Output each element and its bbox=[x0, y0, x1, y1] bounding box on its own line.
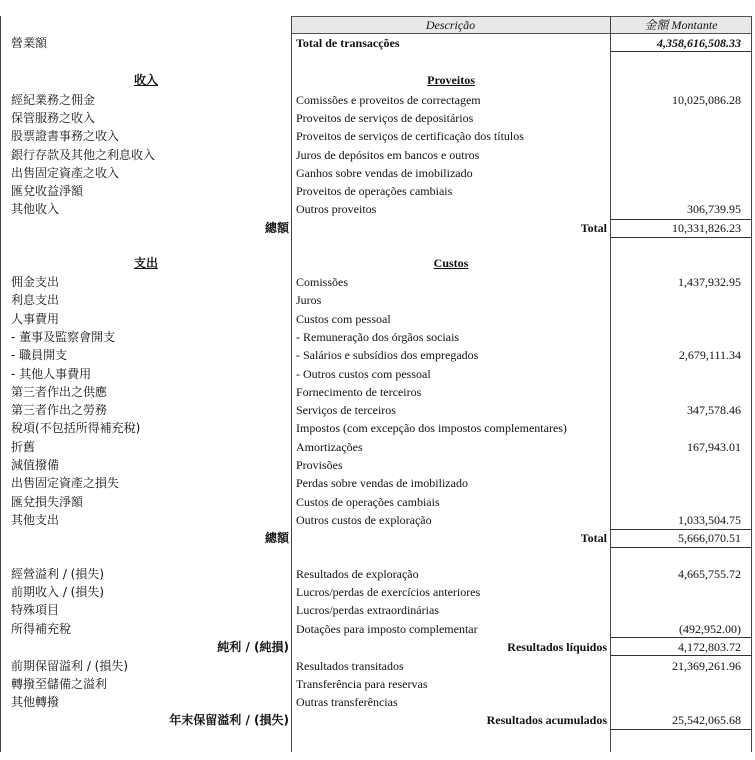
row-label-zh: 第三者作出之勞務 bbox=[11, 403, 108, 418]
accumulated-label-pt: Resultados acumulados bbox=[486, 713, 607, 727]
table-row bbox=[0, 601, 755, 619]
row-label-pt: Proveitos de operações cambiais bbox=[296, 184, 453, 198]
row-label-pt: Dotações para imposto complementar bbox=[296, 621, 478, 636]
row-label-pt: Juros de depósitos em bancos e outros bbox=[296, 147, 480, 162]
row-value: (492,952.00) bbox=[679, 621, 741, 636]
row-label-zh: 佣金支出 bbox=[11, 275, 60, 289]
row-value: 1,437,932.95 bbox=[678, 275, 741, 289]
table-row bbox=[0, 675, 755, 693]
row-label-zh: 人事費用 bbox=[11, 311, 60, 326]
row-label-zh: - 董事及監察會開支 bbox=[11, 329, 116, 344]
net-result-underline bbox=[611, 655, 752, 656]
income-total-label-pt: Total bbox=[580, 221, 607, 235]
row-value: 1,033,504.75 bbox=[678, 512, 741, 527]
table-row bbox=[0, 200, 755, 218]
row-label-pt: Perdas sobre vendas de imobilizado bbox=[296, 476, 468, 491]
row-label-zh: 折舊 bbox=[11, 439, 36, 454]
row-label-zh: 其他收入 bbox=[11, 202, 60, 217]
accumulated-value: 25,542,065.68 bbox=[672, 713, 741, 727]
income-total-label-zh: 總額 bbox=[264, 221, 289, 235]
table-header bbox=[292, 16, 752, 34]
row-label-pt: Resultados transitados bbox=[296, 659, 404, 673]
row-label-zh: 股票證書事務之收入 bbox=[11, 129, 120, 144]
row-value: 347,578.46 bbox=[687, 403, 741, 418]
row-label-zh: 前期保留溢利 / (損失) bbox=[11, 659, 129, 673]
income-heading-zh: 收入 bbox=[133, 73, 158, 87]
row-value: 306,739.95 bbox=[687, 202, 741, 217]
row-label-zh: 銀行存款及其他之利息收入 bbox=[11, 147, 156, 162]
row-label-pt: Comissões bbox=[296, 275, 349, 289]
row-label-zh: 其他支出 bbox=[11, 512, 60, 527]
table-row bbox=[0, 583, 755, 601]
turnover-label-pt: Total de transacções bbox=[296, 36, 400, 50]
expenses-total-label-pt: Total bbox=[580, 531, 607, 545]
row-label-pt: Amortizações bbox=[296, 439, 363, 454]
table-row bbox=[0, 693, 755, 711]
accumulated-underline bbox=[611, 729, 752, 730]
row-label-pt: Lucros/perdas de exercícios anteriores bbox=[296, 585, 481, 600]
table-row bbox=[0, 127, 755, 145]
amount-header: 金額 Montante bbox=[644, 18, 718, 32]
accumulated-label-zh: 年末保留溢利 / (損失) bbox=[169, 713, 289, 727]
table-row bbox=[0, 419, 755, 437]
income-heading-row bbox=[0, 71, 755, 89]
table-row bbox=[0, 109, 755, 127]
income-total-row bbox=[0, 219, 755, 237]
income-total-value: 10,331,826.23 bbox=[672, 221, 741, 235]
table-row bbox=[0, 182, 755, 200]
row-label-pt: Outros custos de exploração bbox=[296, 512, 432, 527]
row-label-pt: Outras transferências bbox=[296, 695, 398, 710]
table-row bbox=[0, 291, 755, 309]
row-label-pt: Impostos (com excepção dos impostos complementares) bbox=[296, 421, 567, 436]
row-label-zh: 出售固定資產之收入 bbox=[11, 165, 120, 180]
row-label-pt: Outros proveitos bbox=[296, 202, 377, 217]
row-label-zh: 其他轉撥 bbox=[11, 695, 60, 710]
row-label-pt: Resultados de exploração bbox=[296, 567, 419, 581]
row-label-zh: - 職員開支 bbox=[11, 348, 68, 363]
expenses-total-label-zh: 總額 bbox=[264, 531, 289, 545]
row-label-pt: Provisões bbox=[296, 458, 343, 472]
row-label-zh: 經營溢利 / (損失) bbox=[11, 567, 105, 581]
row-label-zh: 經紀業務之佣金 bbox=[11, 93, 96, 107]
table-row bbox=[0, 511, 755, 529]
table-row bbox=[0, 456, 755, 474]
table-row bbox=[0, 310, 755, 328]
row-label-zh: 轉撥至儲備之溢利 bbox=[11, 677, 108, 692]
table-row bbox=[0, 620, 755, 638]
row-label-pt: - Salários e subsídios dos empregados bbox=[296, 348, 479, 363]
turnover-label-zh: 營業額 bbox=[11, 36, 48, 50]
row-label-zh: 利息支出 bbox=[11, 293, 60, 308]
table-row bbox=[0, 657, 755, 675]
table-row bbox=[0, 383, 755, 401]
row-value: 167,943.01 bbox=[687, 439, 741, 454]
row-label-pt: Proveitos de serviços de certificação dos títulos bbox=[296, 129, 524, 144]
turnover-underline bbox=[611, 51, 752, 52]
turnover-value: 4,358,616,508.33 bbox=[657, 36, 741, 50]
row-label-pt: Proveitos de serviços de depositários bbox=[296, 111, 474, 126]
row-label-zh: 特殊項目 bbox=[11, 603, 60, 618]
row-label-zh: 匯兌收益淨額 bbox=[11, 184, 84, 198]
table-row bbox=[0, 273, 755, 291]
expenses-heading-row bbox=[0, 254, 755, 272]
row-value: 21,369,261.96 bbox=[672, 659, 741, 673]
net-result-row bbox=[0, 638, 755, 656]
row-label-pt: Juros bbox=[296, 293, 322, 308]
row-label-pt: Custos com pessoal bbox=[296, 311, 391, 326]
table-row bbox=[0, 401, 755, 419]
net-result-value: 4,172,803.72 bbox=[678, 640, 741, 654]
table-row bbox=[0, 346, 755, 364]
row-label-zh: 出售固定資產之損失 bbox=[11, 476, 120, 491]
row-label-zh: 減值撥備 bbox=[11, 458, 60, 472]
row-label-pt: Lucros/perdas extraordinárias bbox=[296, 603, 439, 618]
table-row bbox=[0, 565, 755, 583]
turnover-row bbox=[0, 34, 755, 52]
row-label-zh: 稅項(不包括所得補充稅) bbox=[11, 421, 141, 436]
table-row bbox=[0, 474, 755, 492]
row-label-pt: Serviços de terceiros bbox=[296, 403, 396, 418]
expenses-heading-pt: Custos bbox=[433, 256, 469, 270]
net-result-label-pt: Resultados líquidos bbox=[507, 640, 607, 654]
income-heading-pt: Proveitos bbox=[427, 73, 475, 87]
expenses-total-value: 5,666,070.51 bbox=[678, 531, 741, 545]
row-value: 10,025,086.28 bbox=[672, 93, 741, 107]
expenses-total-underline bbox=[611, 547, 752, 548]
table-row bbox=[0, 438, 755, 456]
income-total-underline bbox=[611, 237, 752, 238]
expenses-total-row bbox=[0, 529, 755, 547]
expenses-heading-zh: 支出 bbox=[133, 256, 158, 270]
table-row bbox=[0, 164, 755, 182]
row-label-zh: - 其他人事費用 bbox=[11, 366, 92, 381]
row-label-pt: Transferência para reservas bbox=[296, 677, 428, 692]
table-row bbox=[0, 493, 755, 511]
row-label-zh: 所得補充稅 bbox=[11, 621, 72, 636]
row-label-zh: 匯兌損失淨額 bbox=[11, 494, 84, 509]
row-value: 2,679,111.34 bbox=[678, 348, 741, 363]
description-header: Descrição bbox=[425, 18, 476, 32]
row-value: 4,665,755.72 bbox=[678, 567, 741, 581]
table-row bbox=[0, 146, 755, 164]
table-row bbox=[0, 91, 755, 109]
row-label-zh: 前期收入 / (損失) bbox=[11, 585, 105, 600]
row-label-pt: - Outros custos com pessoal bbox=[296, 366, 431, 381]
table-row bbox=[0, 365, 755, 383]
row-label-zh: 保管服務之收入 bbox=[11, 111, 96, 126]
net-result-label-zh: 純利 / (純損) bbox=[217, 640, 289, 654]
row-label-pt: Ganhos sobre vendas de imobilizado bbox=[296, 165, 473, 180]
row-label-pt: - Remuneração dos órgãos sociais bbox=[296, 329, 460, 344]
row-label-pt: Custos de operações cambiais bbox=[296, 494, 440, 509]
accumulated-row bbox=[0, 711, 755, 729]
table-row bbox=[0, 328, 755, 346]
row-label-pt: Comissões e proveitos de correctagem bbox=[296, 93, 481, 107]
row-label-zh: 第三者作出之供應 bbox=[11, 384, 108, 399]
row-label-pt: Fornecimento de terceiros bbox=[296, 384, 422, 399]
